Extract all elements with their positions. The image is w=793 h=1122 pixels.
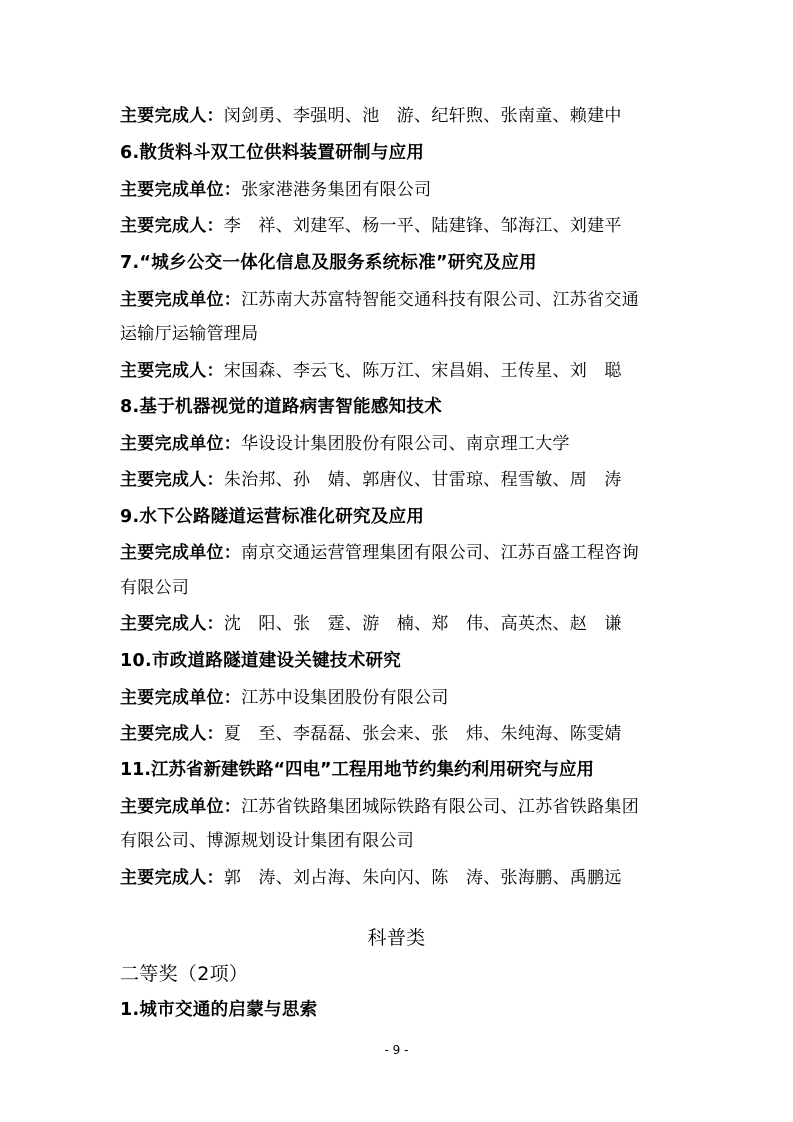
- project-10-people: [120, 722, 680, 746]
- project-7-title: 7.“城乡公交一体化信息及服务系统标准”研究及应用: [120, 253, 537, 273]
- people-label: 主要完成人：: [120, 724, 224, 744]
- project-8-people: [120, 468, 680, 492]
- people-label: 主要完成人：: [120, 868, 224, 888]
- project-10-unit: [120, 686, 680, 710]
- project-5-people: [120, 104, 680, 128]
- project-8-unit: [120, 432, 680, 456]
- unit-names: 张家港港务集团有限公司: [241, 180, 432, 200]
- unit-label: 主要完成单位：: [120, 434, 242, 454]
- unit-names: 江苏中设集团股份有限公司: [241, 688, 449, 708]
- project-6-title: 6.散货料斗双工位供料装置研制与应用: [120, 143, 425, 163]
- unit-names: 江苏南大苏富特智能交通科技有限公司、江苏省交通: [241, 290, 640, 310]
- project-9-unit: [120, 541, 680, 565]
- section-title: 科普类: [367, 927, 426, 949]
- people-label: 主要完成人：: [120, 216, 224, 236]
- people-label: 主要完成人：: [120, 361, 224, 381]
- project-7-unit: [120, 288, 680, 312]
- unit-names: 华设设计集团股份有限公司、南京理工大学: [241, 434, 570, 454]
- people-label: 主要完成人：: [120, 106, 224, 126]
- unit-label: 主要完成单位：: [120, 688, 242, 708]
- people-names: 李 祥、刘建军、杨一平、陆建锋、邹海江、刘建平: [223, 216, 622, 236]
- project-9-unit-cont: 有限公司: [120, 578, 190, 598]
- project-6-people: [120, 214, 680, 238]
- people-names: 闵剑勇、李强明、池 游、纪轩煦、张南童、赖建中: [223, 106, 622, 126]
- project-8-title: 8.基于机器视觉的道路病害智能感知技术: [120, 397, 443, 417]
- people-names: 郭 涛、刘占海、朱向闪、陈 涛、张海鹏、禹鹏远: [223, 868, 622, 888]
- people-names: 夏 至、李磊磊、张会来、张 炜、朱纯海、陈雯婧: [223, 724, 622, 744]
- project-10-title: 10.市政道路隧道建设关键技术研究: [120, 651, 402, 671]
- unit-label: 主要完成单位：: [120, 543, 242, 563]
- unit-label: 主要完成单位：: [120, 180, 242, 200]
- project-11-unit: [120, 795, 680, 819]
- people-label: 主要完成人：: [120, 470, 224, 490]
- unit-label: 主要完成单位：: [120, 797, 242, 817]
- science-item-1-title: 1.城市交通的启蒙与思索: [120, 1000, 318, 1020]
- people-names: 宋国森、李云飞、陈万江、宋昌娟、王传星、刘 聪: [223, 361, 622, 381]
- award-level: 二等奖（2项）: [120, 963, 249, 985]
- project-9-title: 9.水下公路隧道运营标准化研究及应用: [120, 507, 425, 527]
- people-names: 朱治邦、孙 婧、郭唐仪、甘雷琼、程雪敏、周 涛: [223, 470, 622, 490]
- unit-names: 南京交通运营管理集团有限公司、江苏百盛工程咨询: [241, 543, 640, 563]
- unit-names: 江苏省铁路集团城际铁路有限公司、江苏省铁路集团: [241, 797, 640, 817]
- project-11-people: [120, 866, 680, 890]
- people-names: 沈 阳、张 霆、游 楠、郑 伟、高英杰、赵 谦: [223, 614, 622, 634]
- project-9-people: [120, 612, 680, 636]
- project-11-unit-cont: 有限公司、博源规划设计集团有限公司: [120, 831, 415, 851]
- unit-label: 主要完成单位：: [120, 290, 242, 310]
- people-label: 主要完成人：: [120, 614, 224, 634]
- project-7-people: [120, 359, 680, 383]
- project-7-unit-cont: 运输厅运输管理局: [120, 324, 259, 344]
- project-11-title: 11.江苏省新建铁路“四电”工程用地节约集约利用研究与应用: [120, 760, 595, 780]
- project-6-unit: [120, 178, 680, 202]
- page-number: - 9 -: [384, 1043, 409, 1057]
